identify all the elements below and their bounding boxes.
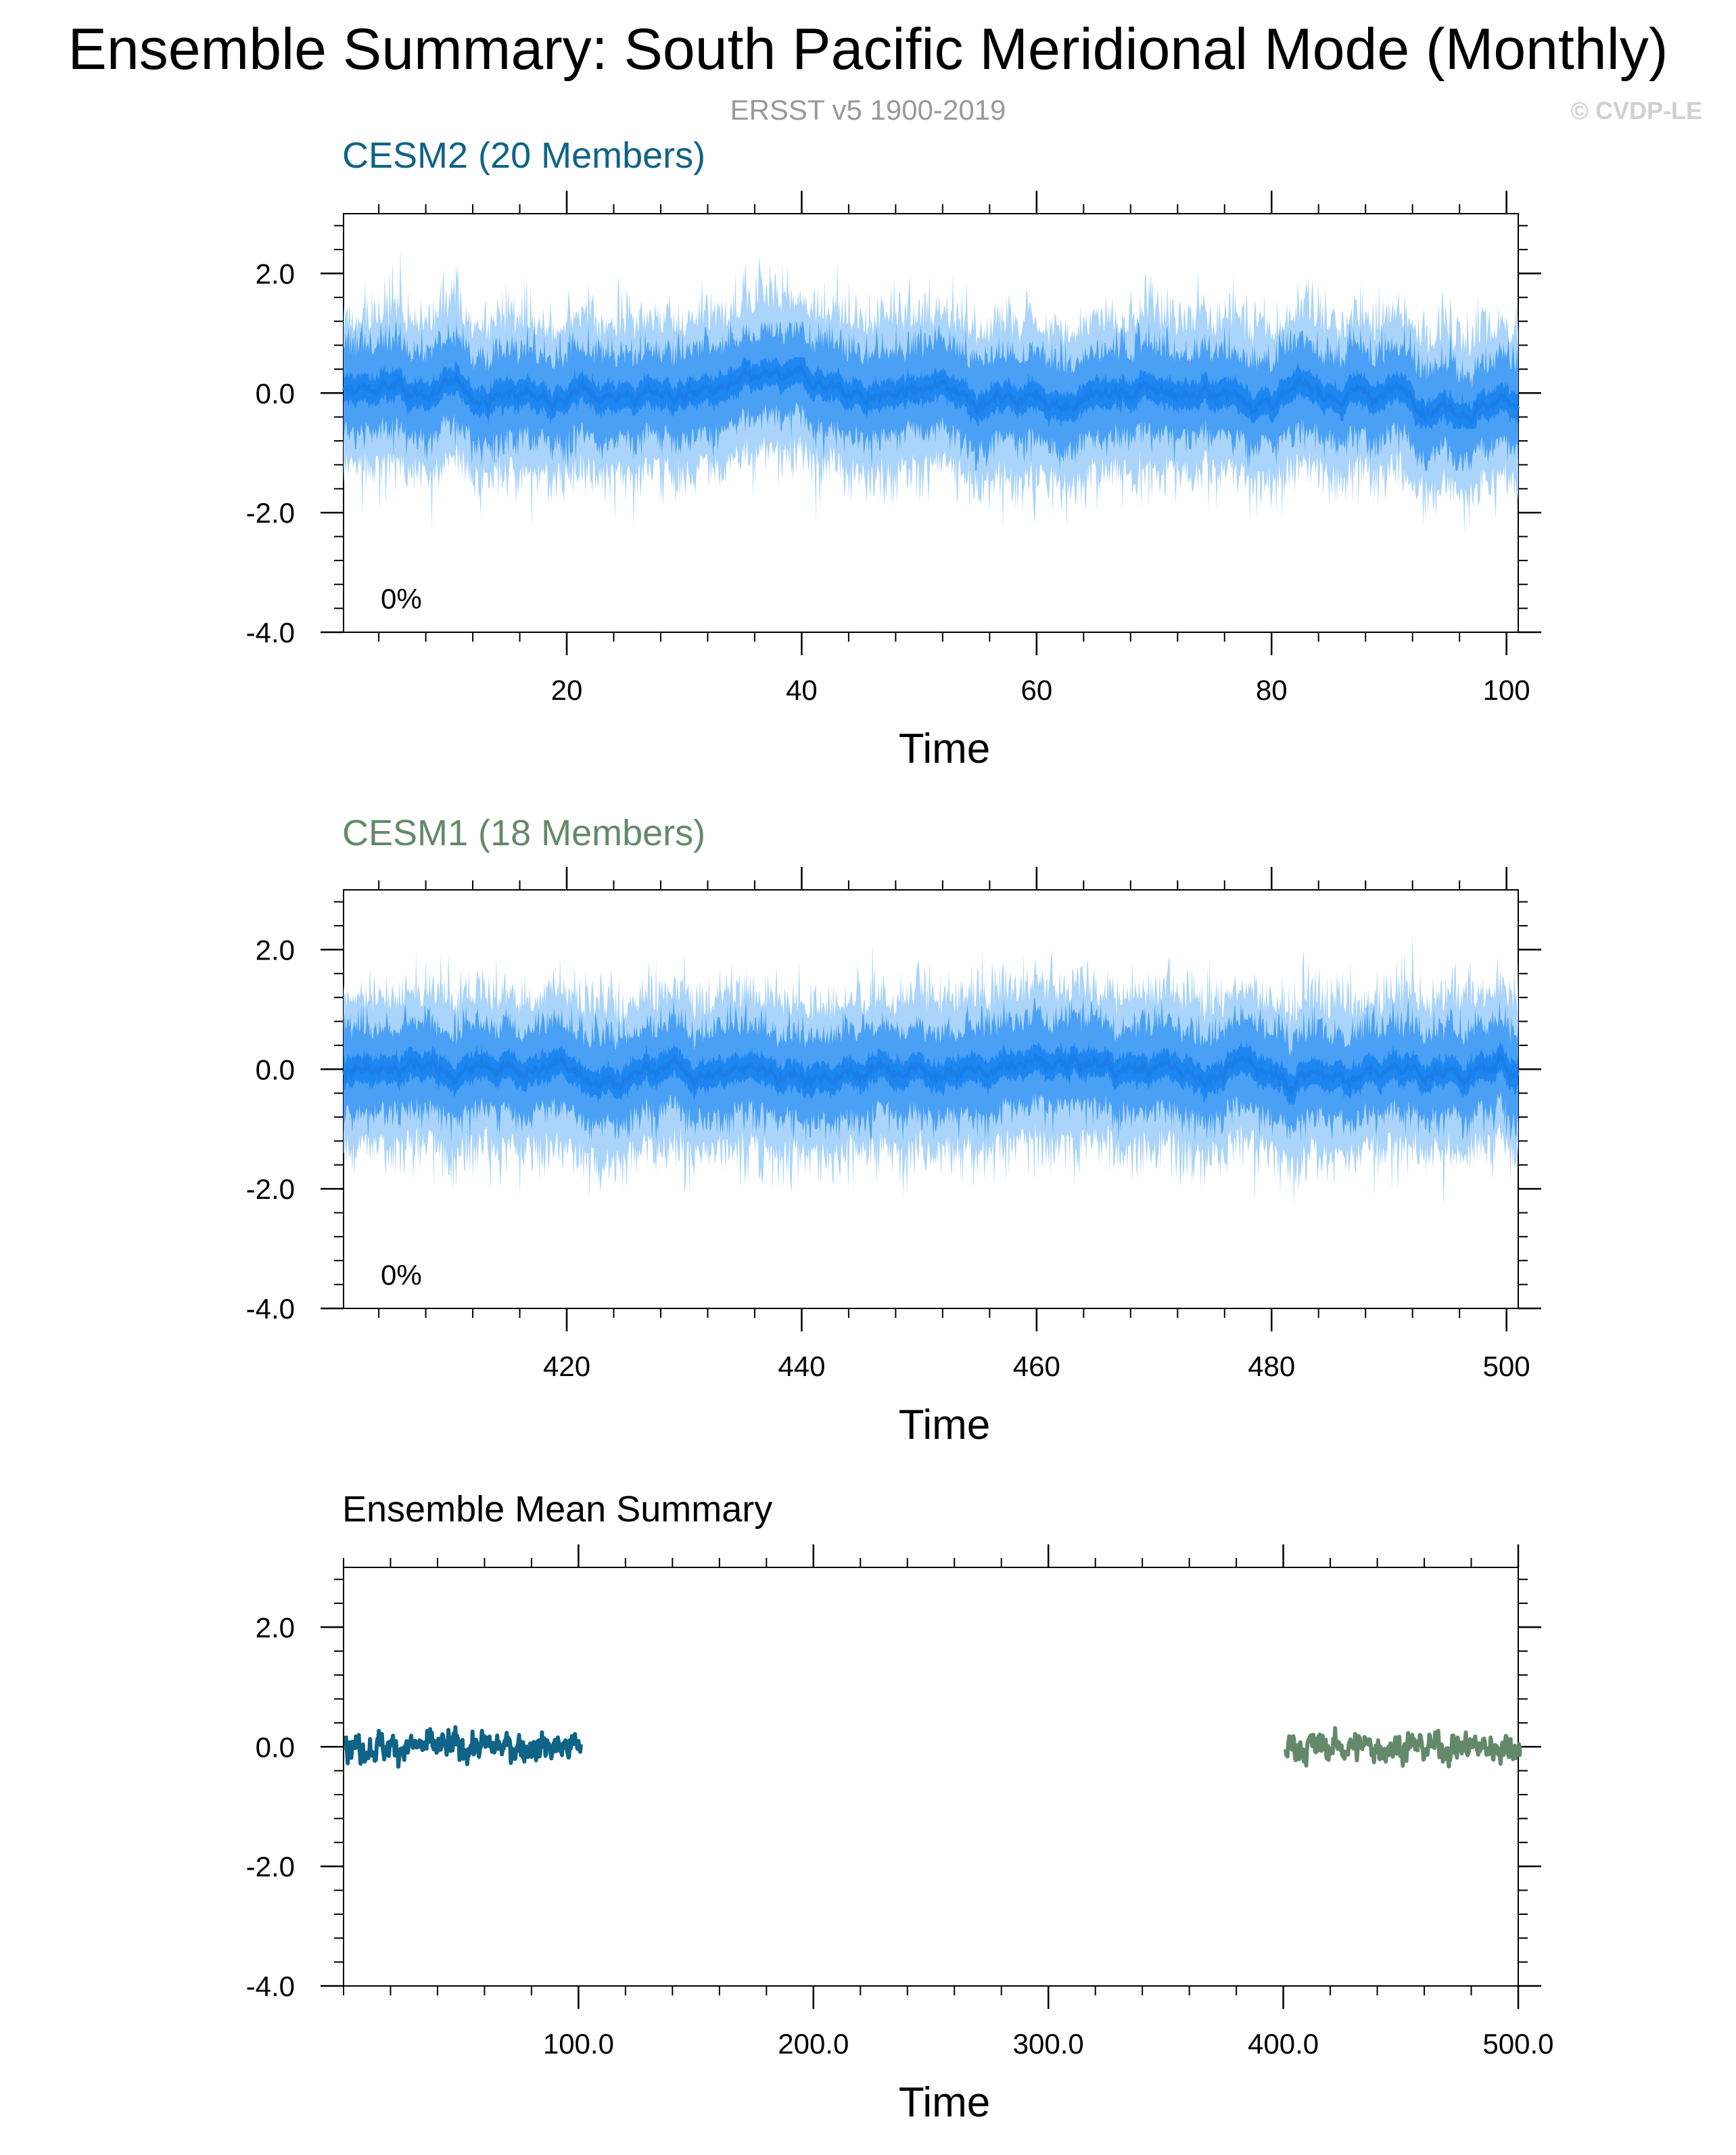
x-tick-label: 200.0 bbox=[778, 2028, 849, 2060]
x-tick-label: 40 bbox=[786, 674, 818, 706]
x-tick-label: 500.0 bbox=[1482, 2028, 1554, 2060]
panel-annotation: 0% bbox=[381, 583, 422, 615]
x-axis-label: Time bbox=[898, 1402, 991, 1448]
x-tick-label: 440 bbox=[778, 1350, 826, 1382]
y-tick-label: -2.0 bbox=[245, 1173, 295, 1206]
y-tick-label: -2.0 bbox=[245, 497, 295, 529]
x-tick-label: 80 bbox=[1255, 674, 1288, 706]
y-tick-label: 2.0 bbox=[255, 258, 295, 290]
x-tick-label: 400.0 bbox=[1248, 2028, 1319, 2060]
x-tick-label: 60 bbox=[1021, 674, 1053, 706]
panel-title: CESM2 (20 Members) bbox=[342, 135, 706, 176]
y-tick-label: 0.0 bbox=[255, 1053, 295, 1086]
y-tick-label: 0.0 bbox=[255, 377, 295, 410]
x-tick-label: 480 bbox=[1248, 1350, 1296, 1382]
y-tick-label: 2.0 bbox=[255, 1611, 295, 1644]
panel-annotation: 0% bbox=[381, 1259, 422, 1291]
x-tick-label: 100.0 bbox=[542, 2028, 614, 2060]
x-axis-label: Time bbox=[898, 726, 991, 772]
y-tick-label: 2.0 bbox=[255, 934, 295, 966]
x-tick-label: 460 bbox=[1012, 1350, 1060, 1382]
panel-title: Ensemble Mean Summary bbox=[342, 1489, 773, 1530]
x-tick-label: 500 bbox=[1482, 1350, 1530, 1382]
ensemble-mean-series-2 bbox=[1286, 1728, 1520, 1767]
panel-title: CESM1 (18 Members) bbox=[342, 813, 706, 853]
x-axis-label: Time bbox=[898, 2079, 991, 2126]
plot-frame bbox=[344, 1567, 1518, 1986]
x-tick-label: 300.0 bbox=[1012, 2028, 1084, 2060]
y-tick-label: -4.0 bbox=[245, 617, 295, 648]
page-title: Ensemble Summary: South Pacific Meridional Mode (Monthly) bbox=[68, 17, 1668, 82]
x-tick-label: 20 bbox=[550, 674, 583, 706]
chart-panel-2 bbox=[246, 813, 1541, 1448]
y-tick-label: -4.0 bbox=[245, 1293, 295, 1325]
x-tick-label: 100 bbox=[1482, 674, 1530, 706]
page-subtitle: ERSST v5 1900-2019 bbox=[730, 94, 1006, 126]
y-tick-label: -2.0 bbox=[245, 1851, 295, 1883]
ensemble-mean-series-1 bbox=[346, 1727, 581, 1766]
chart-panel-3 bbox=[246, 1489, 1554, 2126]
y-tick-label: -4.0 bbox=[245, 1970, 295, 2002]
chart-panel-1 bbox=[246, 135, 1541, 772]
y-tick-label: 0.0 bbox=[255, 1731, 295, 1763]
copyright-watermark: © CVDP-LE bbox=[1570, 97, 1702, 124]
x-tick-label: 420 bbox=[542, 1350, 591, 1382]
